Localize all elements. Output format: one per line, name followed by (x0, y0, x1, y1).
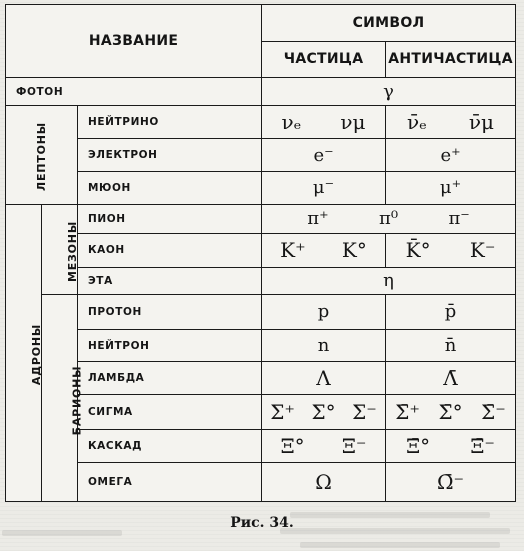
row-proton-name: ПРОТОН (78, 295, 262, 330)
row-omega-particle: Ω (262, 463, 386, 502)
row-neutrino-particles (262, 105, 386, 139)
header-antiparticle: АНТИЧАСТИЦА (386, 41, 516, 78)
row-neutrino-antiparticles (386, 105, 516, 139)
row-photon-name: ФОТОН (6, 78, 262, 105)
figure-caption: Рис. 34. (230, 515, 294, 531)
group-baryons: БАРИОНЫ (42, 295, 78, 502)
row-lambda-particle: Λ (262, 362, 386, 395)
row-neutron-antiparticle: n̄ (386, 329, 516, 362)
row-pion-symbols: π⁺ π⁰ π⁻ (262, 204, 516, 234)
header-particle: ЧАСТИЦА (262, 41, 386, 78)
row-pion-name: ПИОН (78, 204, 262, 234)
row-muon-particle: μ⁻ (262, 171, 386, 204)
row-proton-antiparticle: p̄ (386, 295, 516, 330)
row-neutron-particle: n (262, 329, 386, 362)
row-muon-name: МЮОН (78, 171, 262, 204)
row-sigma-name: СИГМА (78, 394, 262, 429)
row-cascade-particles: Ξ° Ξ⁻ (262, 429, 386, 463)
row-sigma-antiparticles: Σ̄⁺ Σ̄° Σ̄⁻ (386, 394, 516, 429)
group-hadrons: АДРОНЫ (6, 204, 42, 501)
row-neutron-name: НЕЙТРОН (78, 329, 262, 362)
row-omega-name: ОМЕГА (78, 463, 262, 502)
row-cascade-antiparticles: Ξ̄° Ξ̄⁻ (386, 429, 516, 463)
particle-table (5, 4, 516, 502)
row-lambda-antiparticle: Λ̄ (386, 362, 516, 395)
symbol-nu-mu: νμ (340, 110, 366, 135)
row-kaon-antiparticles: K̄° K⁻ (386, 234, 516, 268)
group-leptons: ЛЕПТОНЫ (6, 105, 78, 204)
row-electron-particle: e⁻ (262, 139, 386, 172)
row-electron-name: ЭЛЕКТРОН (78, 139, 262, 172)
row-kaon-particles: K⁺ K° (262, 234, 386, 268)
group-mesons: МЕЗОНЫ (42, 204, 78, 295)
symbol-nu-e: νₑ (281, 110, 302, 135)
row-eta-name: ЭТА (78, 267, 262, 294)
row-lambda-name: ЛАМБДА (78, 362, 262, 395)
row-eta-symbol: η (262, 267, 516, 294)
symbol-anti-nu-mu: ν̄μ (468, 110, 495, 135)
header-symbol: СИМВОЛ (262, 5, 516, 42)
row-muon-antiparticle: μ⁺ (386, 171, 516, 204)
row-cascade-name: КАСКАД (78, 429, 262, 463)
symbol-anti-nu-e: ν̄ₑ (407, 110, 427, 135)
row-kaon-name: КАОН (78, 234, 262, 268)
header-name: НАЗВАНИЕ (6, 5, 262, 78)
row-sigma-particles: Σ⁺ Σ° Σ⁻ (262, 394, 386, 429)
row-neutrino-name: НЕЙТРИНО (78, 105, 262, 139)
row-proton-particle: p (262, 295, 386, 330)
row-omega-antiparticle: Ω̄⁻ (386, 463, 516, 502)
row-electron-antiparticle: e⁺ (386, 139, 516, 172)
row-photon-symbol: γ (262, 78, 516, 105)
